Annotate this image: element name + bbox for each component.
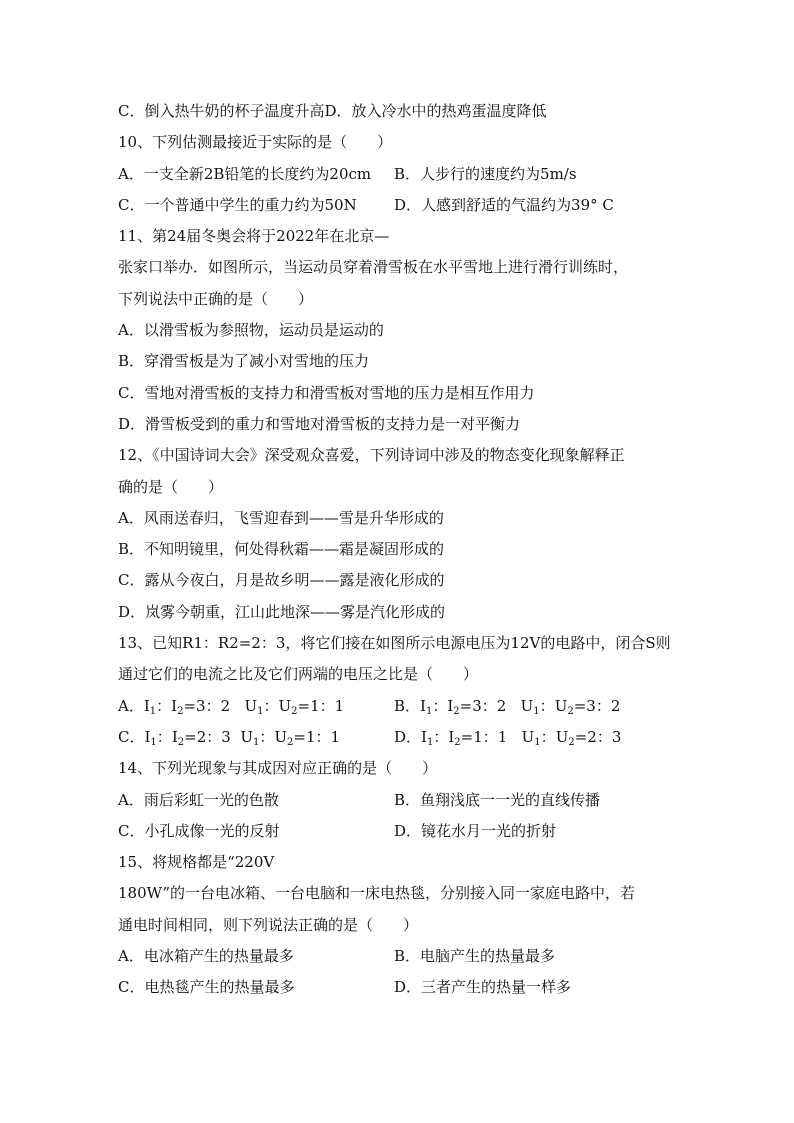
q12-option-d: D．岚雾今朝重，江山此地深——雾是汽化形成的 (118, 602, 446, 621)
q14-options-ab (118, 785, 688, 816)
q11-stem-line2: 张家口举办．如图所示，当运动员穿着滑雪板在水平雪地上进行滑行训练时， (118, 258, 629, 277)
q14-option-b: B．鱼翔浅底一一光的直线传播 (394, 790, 601, 809)
q13-stem-line1: 13、已知R1：R2=2：3，将它们接在如图所示电源电压为12V的电路中，闭合S则 (118, 634, 671, 653)
q13-option-a: A．$I_1$：$I_2=3$：2 $U_1$：$U_2=1$：1 (118, 696, 345, 717)
q12-stem-line1: 12、《中国诗词大会》深受观众喜爱，下列诗词中涉及的物态变化现象解释正 (118, 446, 625, 465)
q10-option-c: C．一个普通中学生的重力约为50N (118, 195, 357, 214)
q12-option-a: A．风雨送春归，飞雪迎春到——雪是升华形成的 (118, 508, 444, 527)
q11-option-a: A．以滑雪板为参照物，运动员是运动的 (118, 321, 384, 340)
q11-option-c: C．雪地对滑雪板的支持力和滑雪板对雪地的压力是相互作用力 (118, 383, 535, 402)
q14-option-d: D．镜花水月一光的折射 (394, 821, 557, 840)
q12-stem-line2: 确的是（ ） (118, 477, 224, 496)
q12-option-c: C．露从今夜白，月是故乡明——露是液化形成的 (118, 571, 445, 590)
q11-stem-line1: 11、第24届冬奥会将于2022年在北京— (118, 227, 390, 246)
q10-option-d: D．人感到舒适的气温约为39° C (394, 195, 614, 214)
q15-option-b: B．电脑产生的热量最多 (394, 947, 556, 966)
q12-option-b: B．不知明镜里，何处得秋霜——霜是凝固形成的 (118, 540, 445, 559)
q11-option-b: B．穿滑雪板是为了减小对雪地的压力 (118, 352, 370, 371)
q10-stem: 10、下列估测最接近于实际的是（ ） (118, 133, 393, 152)
q11-option-d: D．滑雪板受到的重力和雪地对滑雪板的支持力是一对平衡力 (118, 414, 521, 433)
q14-stem: 14、下列光现象与其成因对应正确的是（ ） (118, 759, 438, 778)
q13-option-c: C．$I_1$：$I_2=2$：3 $U_1$：$U_2=1$：1 (118, 727, 341, 748)
q14-option-c: C．小孔成像一光的反射 (118, 821, 280, 840)
q15-stem-line1: 15、将规格都是“220V (118, 853, 275, 872)
q10-option-a: A．一支全新2B铅笔的长度约为20cm (118, 164, 372, 183)
q15-option-c: C．电热毯产生的热量最多 (118, 978, 295, 997)
q10-option-b: B．人步行的速度约为5m/s (394, 164, 577, 183)
q13-option-b: B．$I_1$：$I_2=3$：2 $U_1$：$U_2=3$：2 (394, 696, 621, 717)
q15-option-a: A．电冰箱产生的热量最多 (118, 947, 294, 966)
q14-option-a: A．雨后彩虹一光的色散 (118, 790, 279, 809)
exam-page (118, 96, 688, 1004)
q13-options-cd (118, 722, 688, 753)
q10-options-cd (118, 190, 688, 221)
q15-stem-line2: 180W”的一台电冰箱、一台电脑和一床电热毯，分别接入同一家庭电路中，若 (118, 884, 635, 903)
q15-stem-line3: 通电时间相同，则下列说法正确的是（ ） (118, 915, 419, 934)
q14-options-cd (118, 816, 688, 847)
q15-option-d: D．三者产生的热量一样多 (394, 978, 572, 997)
q15-options-cd (118, 972, 688, 1003)
q13-option-d: D．$I_1$：$I_2=1$：1 $U_1$：$U_2=2$：3 (394, 727, 622, 748)
q9-option-cd: C．倒入热牛奶的杯子温度升高D．放入冷水中的热鸡蛋温度降低 (118, 102, 547, 120)
q13-options-ab (118, 691, 688, 722)
q10-options-ab (118, 159, 688, 190)
q15-options-ab (118, 941, 688, 972)
q11-stem-line3: 下列说法中正确的是（ ） (118, 289, 314, 308)
q13-stem-line2: 通过它们的电流之比及它们两端的电压之比是（ ） (118, 665, 479, 684)
